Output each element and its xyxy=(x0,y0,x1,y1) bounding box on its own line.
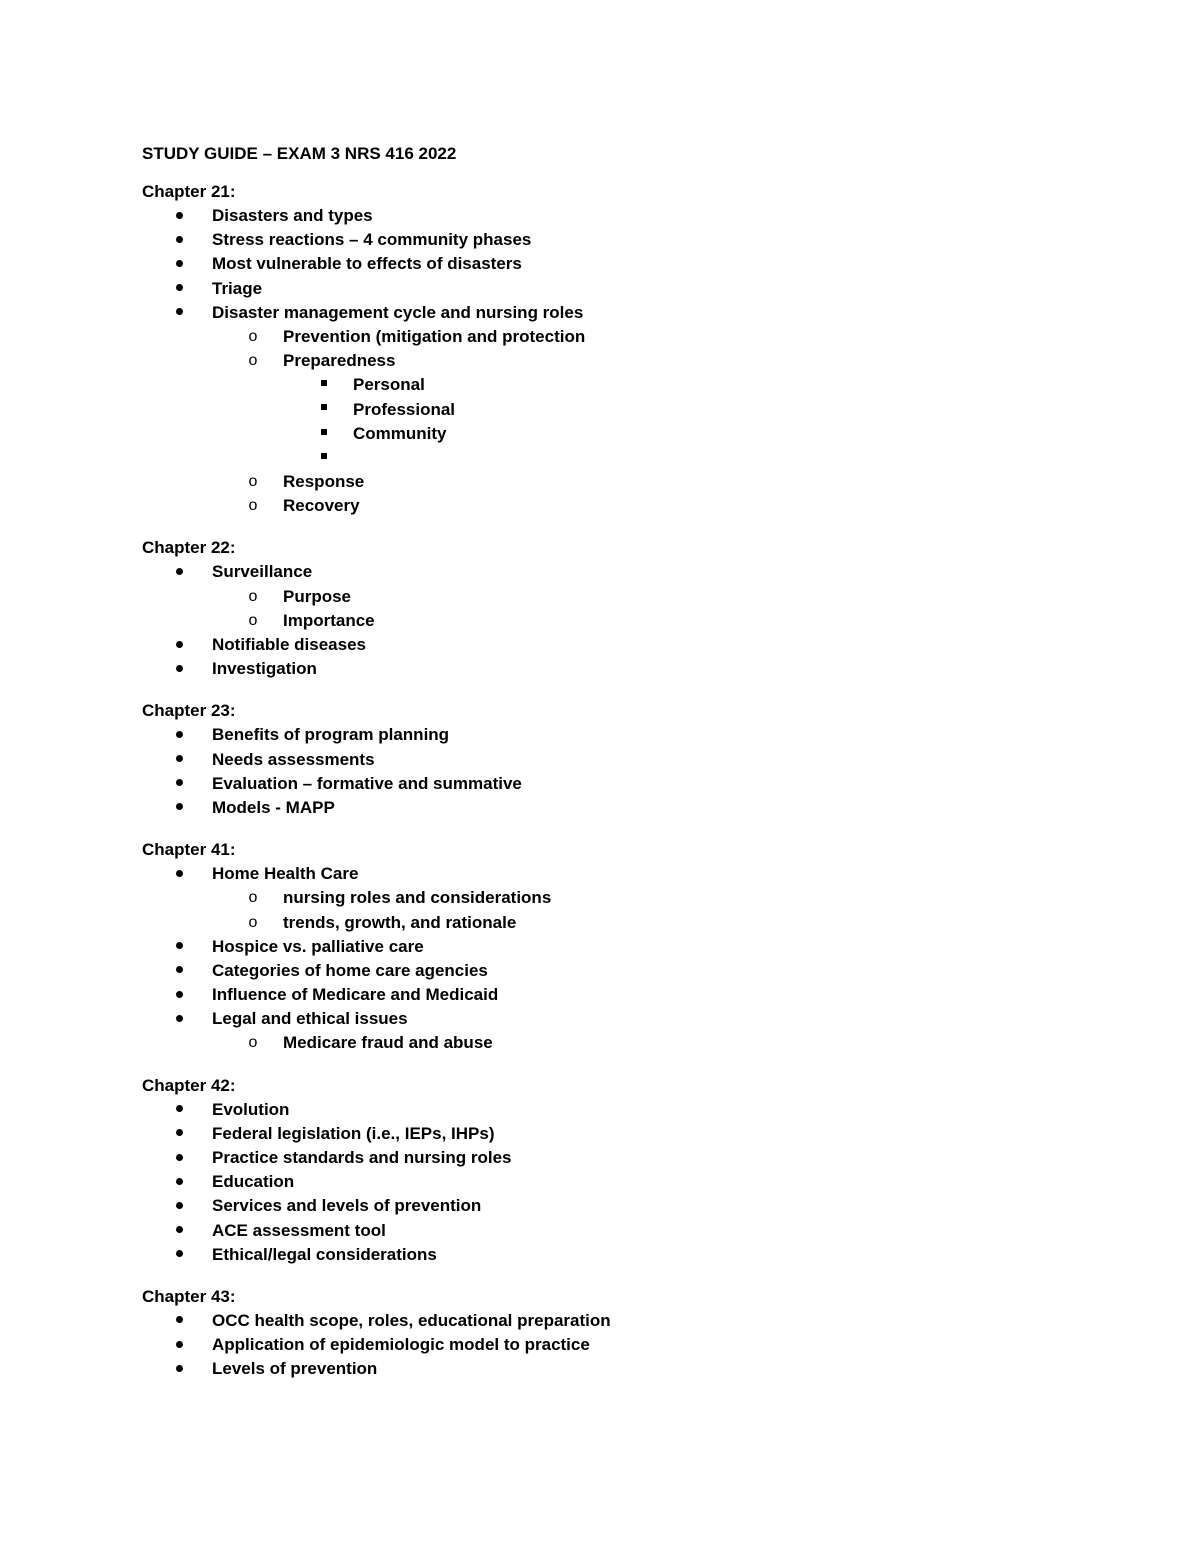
circle-bullet-marker: o xyxy=(248,913,258,931)
bullet-icon xyxy=(172,959,186,983)
bullet-icon xyxy=(172,228,186,252)
square-bullet-icon xyxy=(317,398,331,422)
list-item xyxy=(142,277,1142,301)
bullet-icon xyxy=(172,1007,186,1031)
document-title: STUDY GUIDE – EXAM 3 NRS 416 2022 xyxy=(142,144,457,163)
list-item-text: Ethical/legal considerations xyxy=(212,1244,437,1264)
bullet-icon xyxy=(172,1333,186,1357)
bullet-icon xyxy=(172,1170,186,1194)
list-item xyxy=(142,494,1142,518)
list-item xyxy=(142,252,1142,276)
list-item xyxy=(142,609,1142,633)
list-item xyxy=(142,886,1142,910)
list-item-text: Evaluation – formative and summative xyxy=(212,773,522,793)
bullet-icon xyxy=(172,301,186,325)
bullet-icon xyxy=(172,935,186,959)
circle-bullet-marker: o xyxy=(248,473,258,491)
list-item-text: Stress reactions – 4 community phases xyxy=(212,230,532,250)
bullet-icon xyxy=(172,723,186,747)
list-item-text: Investigation xyxy=(212,659,317,679)
list-item-text: Notifiable diseases xyxy=(212,635,367,654)
chapter-section xyxy=(142,838,1142,1056)
list-item-text: Services and levels of prevention xyxy=(212,1196,482,1216)
list-item xyxy=(142,911,1142,935)
list-item xyxy=(142,772,1142,796)
list-item-text: Benefits of program planning xyxy=(212,725,450,745)
list-item xyxy=(142,446,1142,470)
bullet-icon xyxy=(172,633,186,657)
list-item xyxy=(142,935,1142,959)
list-item-text: Importance xyxy=(283,610,375,630)
list-item xyxy=(142,748,1142,772)
list-item xyxy=(142,862,1142,886)
list-item xyxy=(142,325,1142,349)
list-item-text: Disaster management cycle and nursing roles xyxy=(212,302,584,322)
list-item xyxy=(142,657,1142,681)
list-item-text: OCC health scope, roles, educational preparation xyxy=(212,1310,611,1330)
list-item-text: Hospice vs. palliative care xyxy=(212,936,424,956)
list-item-text: ACE assessment tool xyxy=(212,1220,386,1240)
list-item xyxy=(142,1333,1142,1357)
list-item-text: Federal legislation (i.e., IEPs, IHPs) xyxy=(212,1123,495,1143)
circle-bullet-marker: o xyxy=(248,497,258,515)
circle-bullet-marker: o xyxy=(248,327,258,345)
bullet-icon xyxy=(172,1357,186,1381)
list-item-text: Models - MAPP xyxy=(212,797,335,817)
list-item-text: Evolution xyxy=(212,1099,290,1119)
list-item xyxy=(142,723,1142,747)
list-item-text: Response xyxy=(283,472,365,492)
chapter-heading: Chapter 23: xyxy=(142,701,236,721)
circle-bullet-marker: o xyxy=(248,1034,258,1052)
list-item-text: Recovery xyxy=(283,496,360,516)
list-item-text: nursing roles and considerations xyxy=(283,888,552,908)
chapter-section xyxy=(142,180,1142,518)
circle-bullet-marker: o xyxy=(248,587,258,605)
list-item xyxy=(142,228,1142,252)
document-page xyxy=(142,140,1142,1382)
list-item xyxy=(142,560,1142,584)
list-item-text: trends, growth, and rationale xyxy=(283,912,517,932)
list-item xyxy=(142,301,1142,325)
chapter-section xyxy=(142,1285,1142,1382)
list-item xyxy=(142,1219,1142,1243)
list-item-text: Application of epidemiologic model to practice xyxy=(212,1335,590,1355)
bullet-icon xyxy=(172,277,186,301)
bullet-icon xyxy=(172,204,186,228)
list-item-text: Home Health Care xyxy=(212,864,359,884)
list-item xyxy=(142,349,1142,373)
circle-bullet-marker: o xyxy=(248,889,258,907)
bullet-icon xyxy=(172,983,186,1007)
list-item xyxy=(142,1170,1142,1194)
list-item-text: Needs assessments xyxy=(212,749,375,769)
bullet-icon xyxy=(172,1122,186,1146)
list-item-text: Preparedness xyxy=(283,351,396,371)
list-item-text: Prevention (mitigation and protection xyxy=(283,326,586,346)
chapter-heading: Chapter 22: xyxy=(142,538,236,558)
list-item xyxy=(142,204,1142,228)
list-item-text: Most vulnerable to effects of disasters xyxy=(212,254,522,274)
list-item xyxy=(142,633,1142,657)
list-item-text: Personal xyxy=(353,375,425,395)
list-item xyxy=(142,1098,1142,1122)
list-item-text: Triage xyxy=(212,278,263,298)
list-item xyxy=(142,959,1142,983)
list-item xyxy=(142,398,1142,422)
chapter-section xyxy=(142,536,1142,681)
chapter-heading: Chapter 41: xyxy=(142,840,236,860)
chapter-section xyxy=(142,699,1142,820)
chapter-heading: Chapter 43: xyxy=(142,1286,236,1306)
list-item xyxy=(142,1122,1142,1146)
chapter-heading: Chapter 21: xyxy=(142,182,236,201)
bullet-icon xyxy=(172,772,186,796)
list-item xyxy=(142,796,1142,820)
bullet-icon xyxy=(172,796,186,820)
bullet-icon xyxy=(172,252,186,276)
list-item xyxy=(142,1309,1142,1333)
list-item xyxy=(142,1357,1142,1381)
list-item-text: Purpose xyxy=(283,586,352,606)
bullet-icon xyxy=(172,1194,186,1218)
bullet-icon xyxy=(172,1146,186,1170)
chapter-section xyxy=(142,1074,1142,1267)
square-bullet-icon xyxy=(317,422,331,446)
list-item-text: Medicare fraud and abuse xyxy=(283,1033,493,1053)
list-item-text: Influence of Medicare and Medicaid xyxy=(212,985,499,1005)
square-bullet-icon xyxy=(317,446,331,470)
chapters-container xyxy=(142,180,1142,1382)
list-item-text: Community xyxy=(353,423,447,443)
list-item-text: Practice standards and nursing roles xyxy=(212,1148,512,1167)
list-item-text: Levels of prevention xyxy=(212,1359,378,1379)
list-item-text: Categories of home care agencies xyxy=(212,960,488,980)
bullet-icon xyxy=(172,1098,186,1122)
list-item xyxy=(142,422,1142,446)
bullet-icon xyxy=(172,1219,186,1243)
list-item-text: Education xyxy=(212,1172,295,1192)
bullet-icon xyxy=(172,560,186,584)
list-item xyxy=(142,470,1142,494)
list-item-text: Surveillance xyxy=(212,562,313,582)
list-item xyxy=(142,983,1142,1007)
bullet-icon xyxy=(172,1243,186,1267)
bullet-icon xyxy=(172,657,186,681)
square-bullet-icon xyxy=(317,373,331,397)
circle-bullet-marker: o xyxy=(248,611,258,629)
list-item xyxy=(142,1194,1142,1218)
list-item xyxy=(142,1031,1142,1055)
list-item-text: Professional xyxy=(353,399,456,419)
list-item xyxy=(142,1146,1142,1170)
list-item xyxy=(142,1243,1142,1267)
list-item xyxy=(142,373,1142,397)
list-item-text: Disasters and types xyxy=(212,206,373,225)
circle-bullet-marker: o xyxy=(248,352,258,370)
list-item xyxy=(142,585,1142,609)
list-item xyxy=(142,1007,1142,1031)
list-item-text: Legal and ethical issues xyxy=(212,1009,408,1029)
bullet-icon xyxy=(172,748,186,772)
chapter-heading: Chapter 42: xyxy=(142,1075,236,1095)
bullet-icon xyxy=(172,862,186,886)
bullet-icon xyxy=(172,1309,186,1333)
